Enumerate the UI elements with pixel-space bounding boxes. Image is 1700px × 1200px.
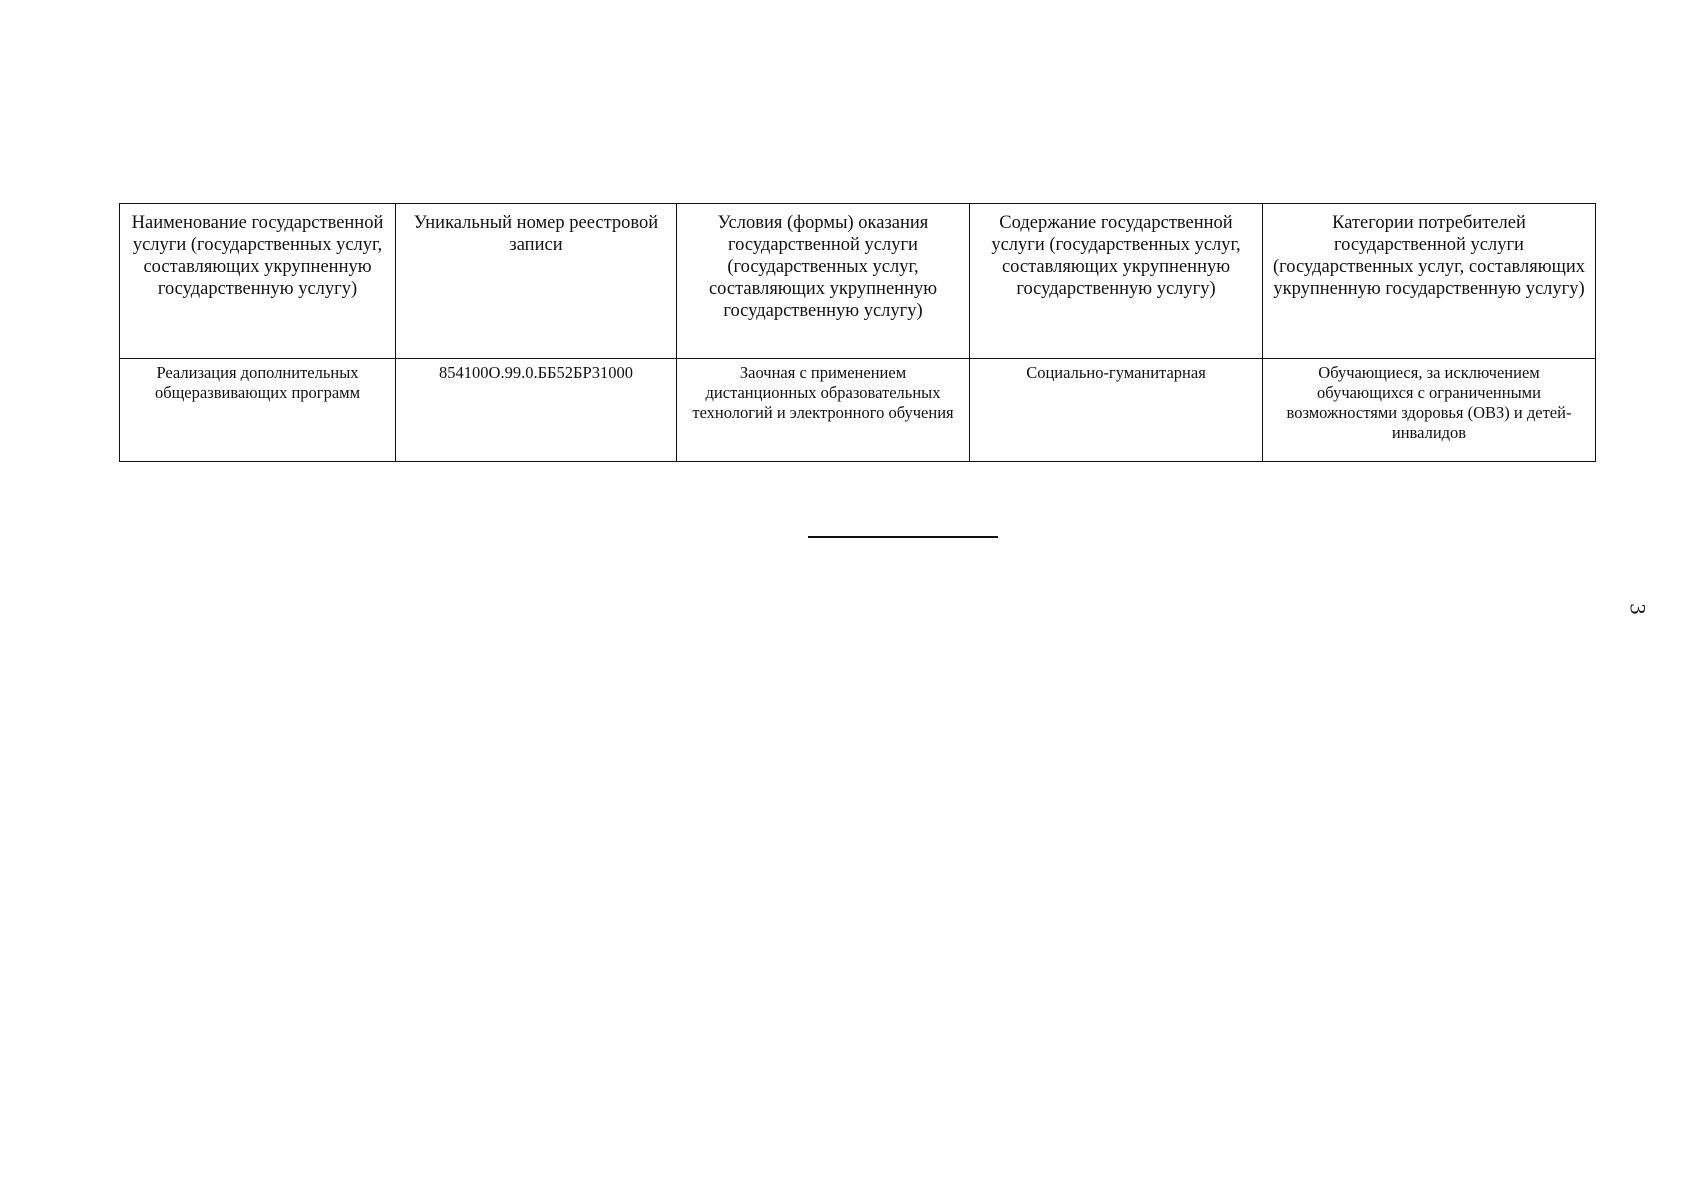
cell-content: Социально-гуманитарная — [970, 359, 1263, 462]
header-consumer-categories: Категории потребителей государственной услуги (государственных услуг, составляющих укрупненную государственную услугу) — [1263, 204, 1596, 359]
header-registry-number: Уникальный номер реестровой записи — [396, 204, 677, 359]
cell-service-name: Реализация дополнительных общеразвивающих программ — [120, 359, 396, 462]
page-number: 3 — [1625, 603, 1651, 615]
cell-consumer-categories: Обучающиеся, за исключением обучающихся с ограниченными возможностями здоровья (ОВЗ) и детей-инвалидов — [1263, 359, 1596, 462]
header-conditions: Условия (формы) оказания государственной услуги (государственных услуг, составляющих укрупненную государственную услугу) — [677, 204, 970, 359]
header-service-name: Наименование государственной услуги (государственных услуг, составляющих укрупненную государственную услугу) — [120, 204, 396, 359]
table-header — [120, 204, 1596, 359]
table-body — [120, 359, 1596, 462]
cell-registry-number: 854100О.99.0.ББ52БР31000 — [396, 359, 677, 462]
table-row — [120, 359, 1596, 462]
services-table — [119, 203, 1596, 462]
header-content: Содержание государственной услуги (государственных услуг, составляющих укрупненную государственную услугу) — [970, 204, 1263, 359]
cell-conditions: Заочная с применением дистанционных образовательных технологий и электронного обучения — [677, 359, 970, 462]
separator-line — [808, 536, 998, 538]
header-row — [120, 204, 1596, 359]
